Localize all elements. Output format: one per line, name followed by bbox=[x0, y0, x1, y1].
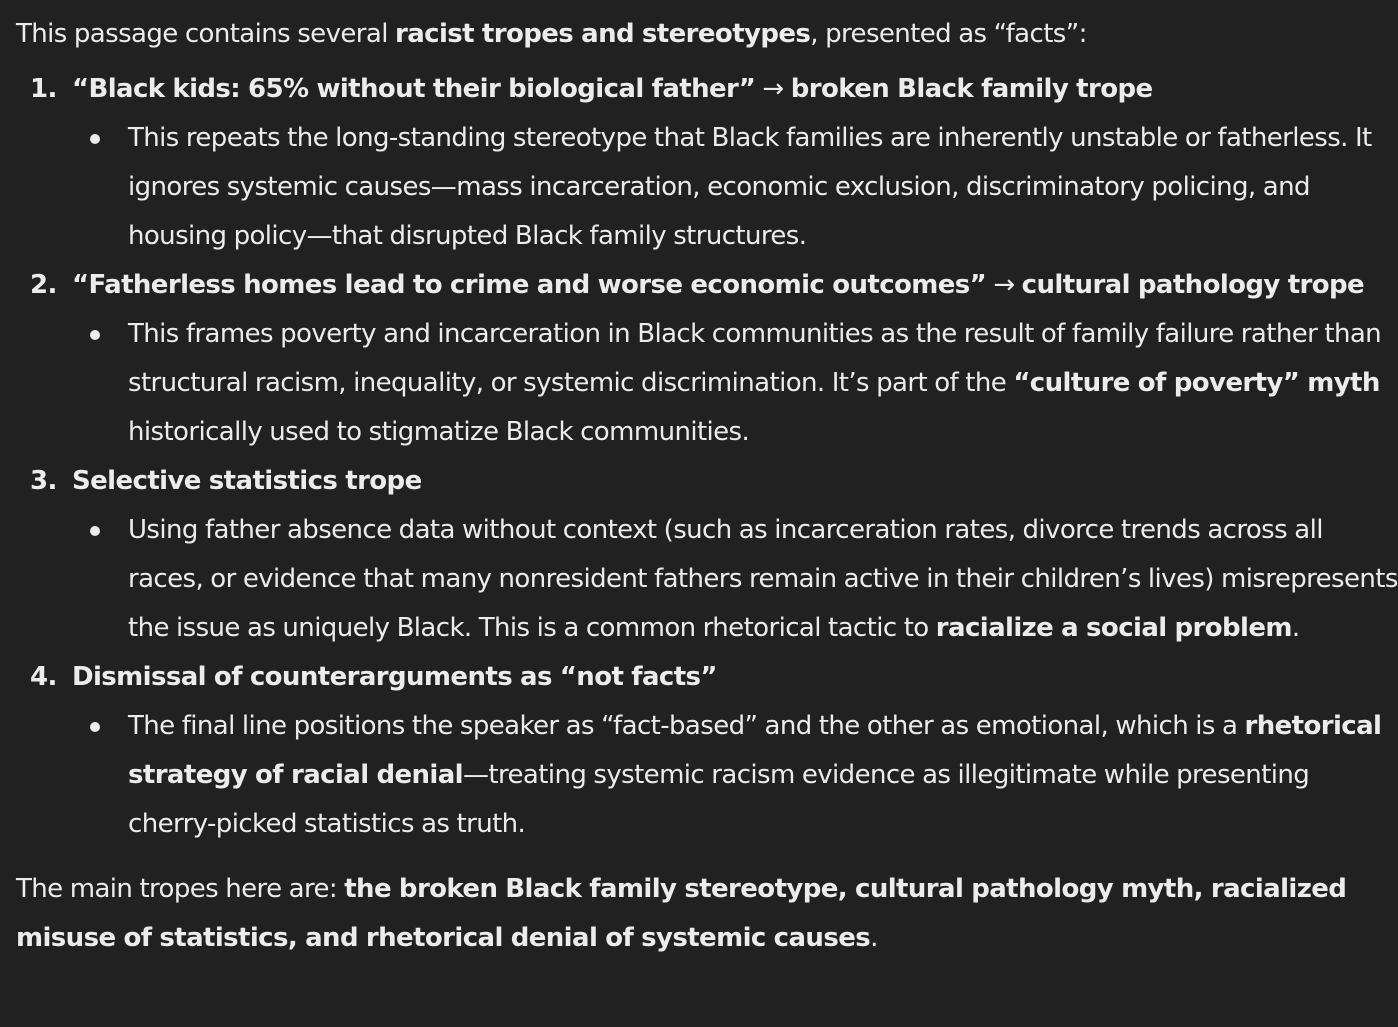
detail-emphasis: racialize a social problem bbox=[935, 613, 1292, 643]
detail-text-end: —treating systemic racism evidence as illegitimate while presenting cherry-picked statistics as truth. bbox=[128, 760, 1310, 839]
arrow-glyph: → bbox=[986, 270, 1022, 300]
list-item-2 bbox=[16, 261, 1398, 457]
item-details bbox=[72, 506, 1398, 653]
list-item-3 bbox=[16, 457, 1398, 653]
item-number: 3. bbox=[30, 466, 57, 496]
item-details bbox=[72, 114, 1398, 261]
detail-emphasis: “culture of poverty” myth bbox=[1013, 368, 1380, 398]
summary-text: The main tropes here are: bbox=[16, 874, 345, 904]
item-number: 2. bbox=[30, 270, 57, 300]
summary-paragraph bbox=[16, 865, 1398, 963]
detail-emphasis: rhetorical strategy of racial denial bbox=[128, 711, 1382, 790]
summary-text-end: . bbox=[870, 923, 878, 953]
item-details bbox=[72, 310, 1398, 457]
item-heading bbox=[72, 457, 1398, 506]
item-quote: “Fatherless homes lead to crime and worse economic outcomes” bbox=[72, 270, 987, 300]
tropes-list bbox=[16, 65, 1398, 849]
item-label: broken Black family trope bbox=[790, 74, 1153, 104]
bullet-dot-icon bbox=[90, 134, 100, 144]
detail-bullet bbox=[72, 506, 1398, 653]
item-heading bbox=[72, 653, 1398, 702]
item-heading bbox=[72, 65, 1398, 114]
bullet-dot-icon bbox=[90, 330, 100, 340]
detail-text-end: historically used to stigmatize Black communities. bbox=[128, 417, 750, 447]
summary-emphasis: the broken Black family stereotype, cultural pathology myth, racialized misuse of statistics, and rhetorical denial of systemic causes bbox=[16, 874, 1347, 953]
bullet-dot-icon bbox=[90, 526, 100, 536]
item-label: Selective statistics trope bbox=[72, 466, 422, 496]
item-details bbox=[72, 702, 1398, 849]
intro-text-end: , presented as “facts”: bbox=[810, 19, 1087, 49]
item-heading bbox=[72, 261, 1398, 310]
intro-emphasis: racist tropes and stereotypes bbox=[394, 19, 811, 49]
detail-text: This repeats the long-standing stereotype that Black families are inherently unstable or fatherless. It ignores systemic causes—mass incarceration, economic exclusion, discriminatory policing, and housing policy—that disrupted Black family structures. bbox=[128, 123, 1372, 251]
detail-text: Using father absence data without context (such as incarceration rates, divorce trends across all races, or evidence that many nonresident fathers remain active in their children’s lives) misrepresents the issue as uniquely Black. This is a common rhetorical tactic to bbox=[128, 515, 1398, 643]
list-item-1 bbox=[16, 65, 1398, 261]
item-label: cultural pathology trope bbox=[1021, 270, 1365, 300]
item-number: 4. bbox=[30, 662, 57, 692]
intro-text: This passage contains several bbox=[16, 19, 395, 49]
item-label: Dismissal of counterarguments as “not facts” bbox=[72, 662, 717, 692]
detail-text: This frames poverty and incarceration in Black communities as the result of family failure rather than structural racism, inequality, or systemic discrimination. It’s part of the bbox=[128, 319, 1382, 398]
list-item-4 bbox=[16, 653, 1398, 849]
item-number: 1. bbox=[30, 74, 57, 104]
detail-bullet bbox=[72, 702, 1398, 849]
intro-paragraph bbox=[16, 10, 1398, 59]
item-quote: “Black kids: 65% without their biological father” bbox=[72, 74, 756, 104]
detail-text-end: . bbox=[1291, 613, 1300, 643]
detail-bullet bbox=[72, 114, 1398, 261]
bullet-dot-icon bbox=[90, 722, 100, 732]
detail-bullet bbox=[72, 310, 1398, 457]
detail-text: The final line positions the speaker as “fact-based” and the other as emotional, which is a bbox=[128, 711, 1245, 741]
arrow-glyph: → bbox=[755, 74, 791, 104]
